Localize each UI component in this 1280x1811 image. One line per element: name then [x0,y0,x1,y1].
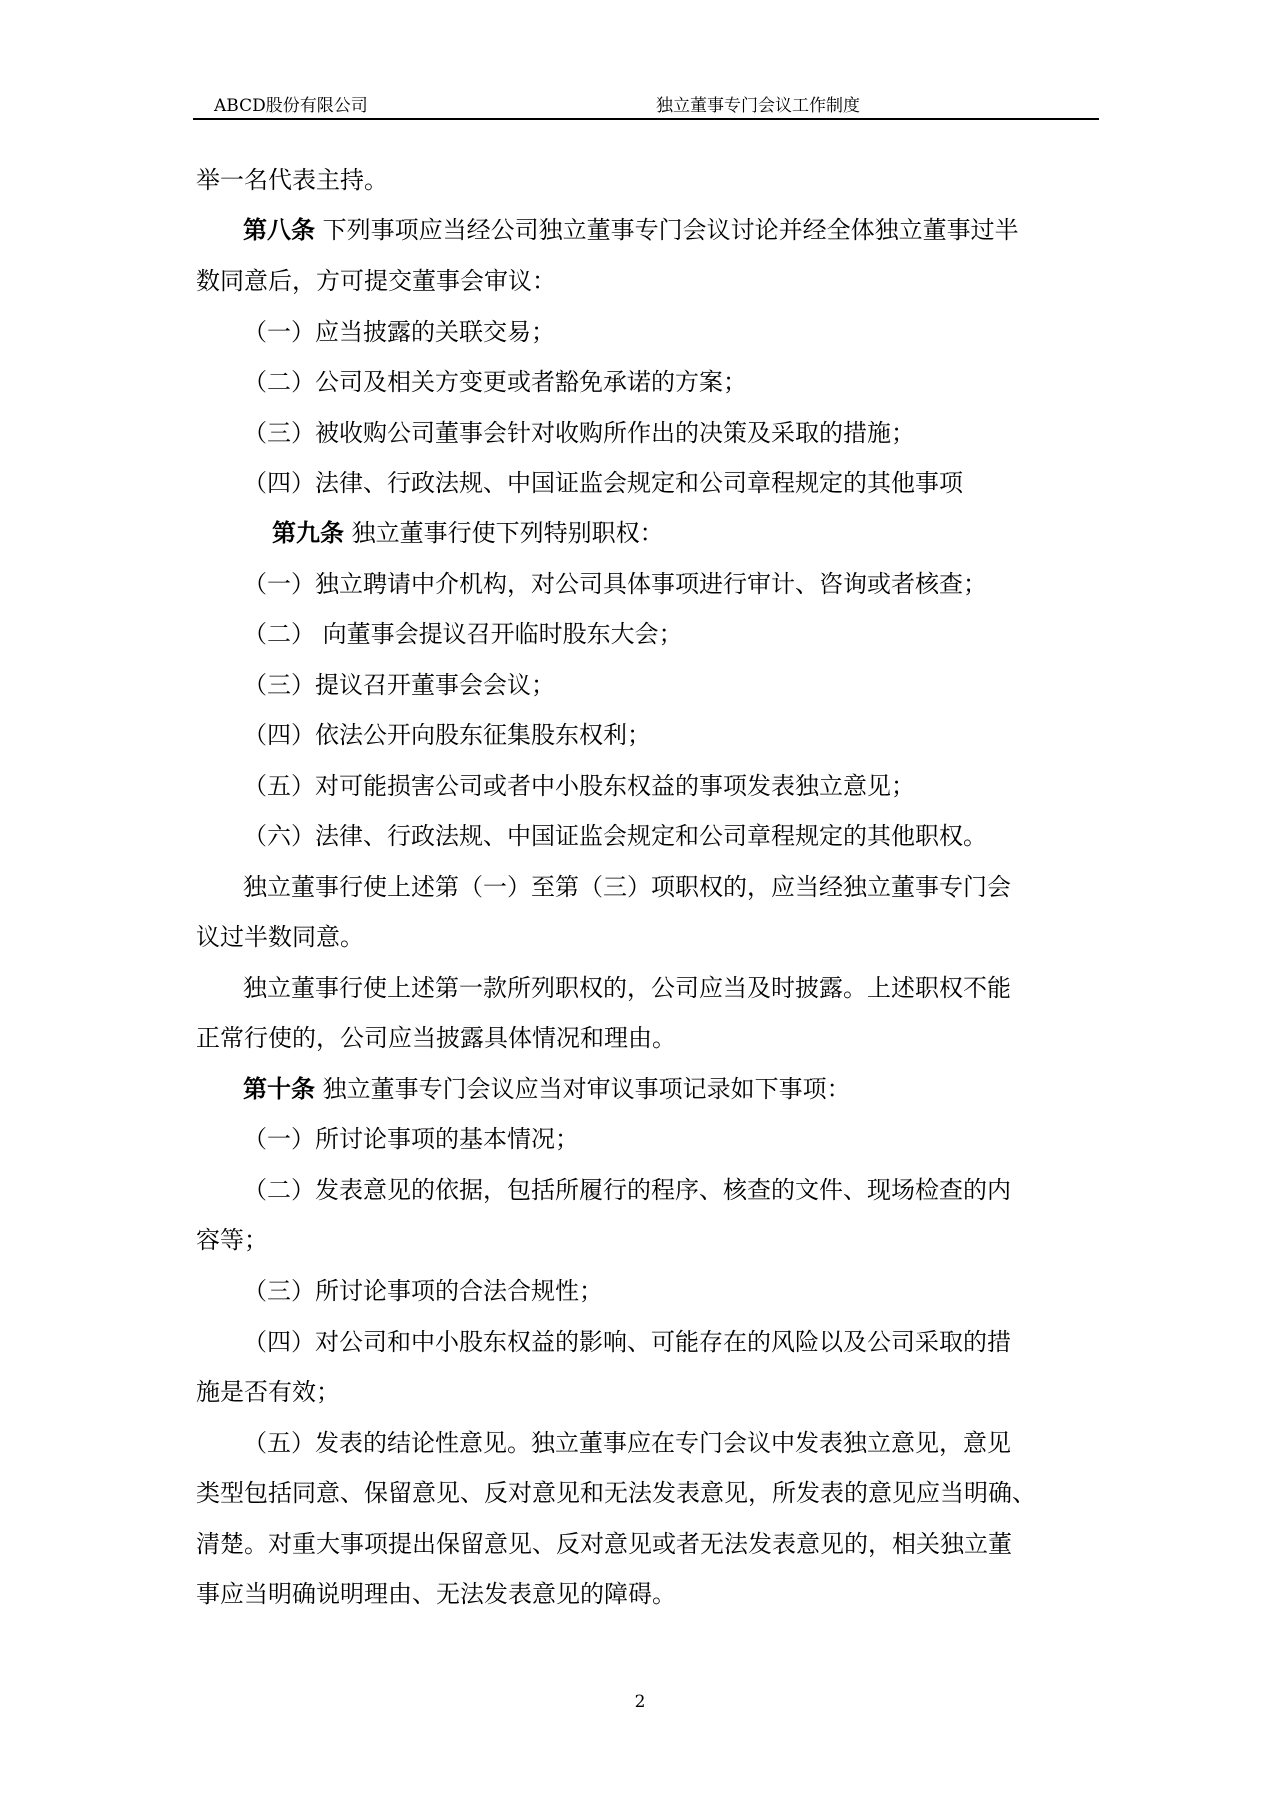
page-number: 2 [634,1692,646,1712]
article-9-para-2-line-2: 正常行使的，公司应当披露具体情况和理由。 [196,1024,676,1052]
article-10-item-5-line-4: 事应当明确说明理由、无法发表意见的障碍。 [196,1580,676,1608]
article-8-text: 下列事项应当经公司独立董事专门会议讨论并经全体独立董事过半 [322,216,1019,244]
article-10-item-2-line-2: 容等； [196,1226,268,1254]
article-10-item-3: （三）所讨论事项的合法合规性； [243,1277,603,1305]
article-9-item-3: （三）提议召开董事会会议； [243,671,555,699]
article-8-line-2: 数同意后，方可提交董事会审议： [196,267,556,295]
article-10-item-5-line-2: 类型包括同意、保留意见、反对意见和无法发表意见，所发表的意见应当明确、 [196,1479,1036,1507]
article-9-para-2-line-1: 独立董事行使上述第一款所列职权的，公司应当及时披露。上述职权不能 [243,974,1011,1002]
article-10-text: 独立董事专门会议应当对审议事项记录如下事项： [322,1075,851,1103]
article-10-item-4-line-1: （四）对公司和中小股东权益的影响、可能存在的风险以及公司采取的措 [243,1328,1011,1356]
article-9-line-1 [272,518,664,548]
article-9-para-1-line-2: 议过半数同意。 [196,923,364,951]
article-9-item-6: （六）法律、行政法规、中国证监会规定和公司章程规定的其他职权。 [243,822,987,850]
article-8-item-4: （四）法律、行政法规、中国证监会规定和公司章程规定的其他事项 [243,469,963,497]
article-10-label: 第十条 [243,1075,315,1103]
article-8-item-1: （一）应当披露的关联交易； [243,318,555,346]
article-10-item-2-line-1: （二）发表意见的依据，包括所履行的程序、核查的文件、现场检查的内 [243,1176,1011,1204]
article-9-item-1: （一）独立聘请中介机构，对公司具体事项进行审计、咨询或者核查； [243,570,987,598]
article-9-item-5: （五）对可能损害公司或者中小股东权益的事项发表独立意见； [243,772,915,800]
article-9-label: 第九条 [272,519,344,547]
header-company-name: ABCD股份有限公司 [214,96,368,116]
article-8-label: 第八条 [243,216,315,244]
header-document-title: 独立董事专门会议工作制度 [656,96,860,116]
article-10-item-1: （一）所讨论事项的基本情况； [243,1125,579,1153]
article-10-line-1 [243,1074,851,1104]
article-9-item-2: （二） 向董事会提议召开临时股东大会； [243,620,683,648]
header-divider [193,118,1099,120]
article-9-item-4: （四）依法公开向股东征集股东权利； [243,721,651,749]
article-10-item-5-line-3: 清楚。对重大事项提出保留意见、反对意见或者无法发表意见的，相关独立董 [196,1530,1012,1558]
article-9-para-1-line-1: 独立董事行使上述第（一）至第（三）项职权的，应当经独立董事专门会 [243,873,1011,901]
text-line: 举一名代表主持。 [196,166,388,194]
article-9-text: 独立董事行使下列特别职权： [351,519,664,547]
article-10-item-4-line-2: 施是否有效； [196,1378,340,1406]
article-8-line-1 [243,215,1019,245]
article-8-item-3: （三）被收购公司董事会针对收购所作出的决策及采取的措施； [243,419,915,447]
article-8-item-2: （二）公司及相关方变更或者豁免承诺的方案； [243,368,747,396]
page-header [196,91,1096,121]
article-10-item-5-line-1: （五）发表的结论性意见。独立董事应在专门会议中发表独立意见，意见 [243,1429,1011,1457]
